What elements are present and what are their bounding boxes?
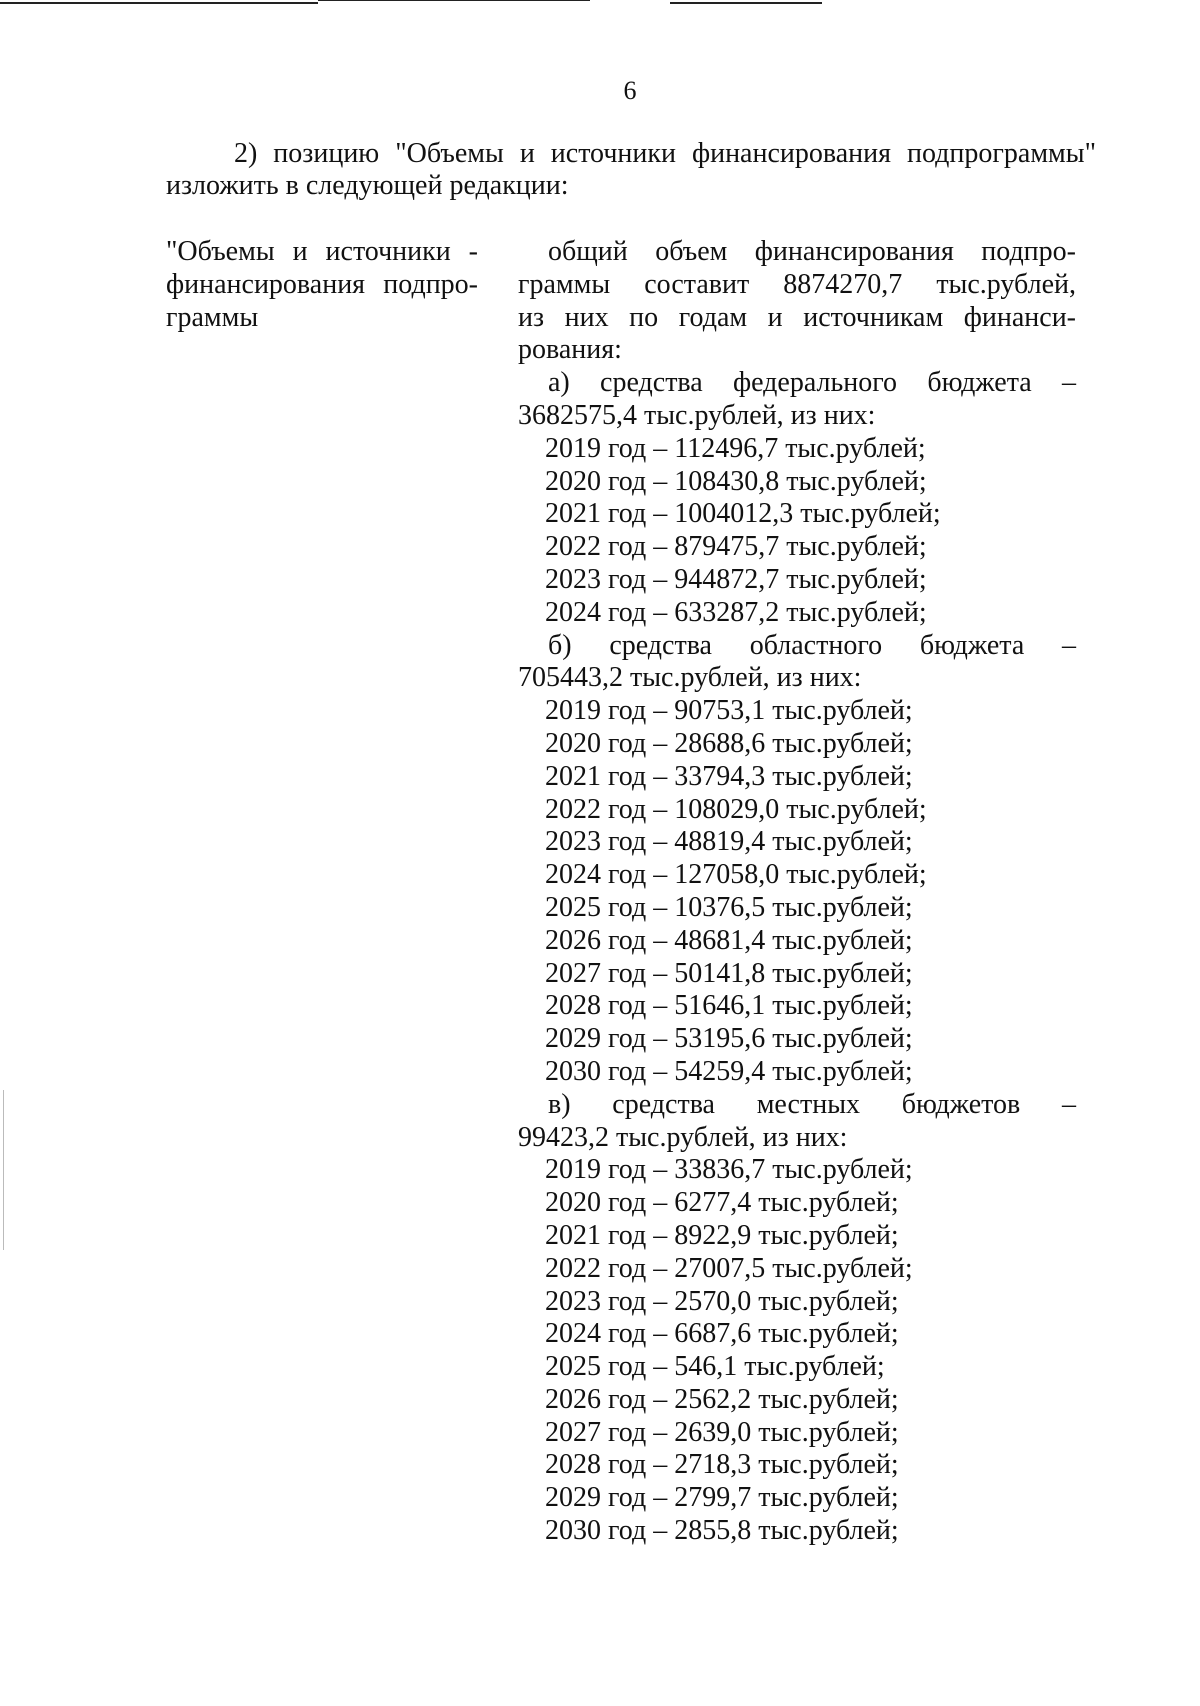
regional-year-line: 2019 год – 90753,1 тыс.рублей; <box>545 695 913 727</box>
regional-year-line: 2021 год – 33794,3 тыс.рублей; <box>545 760 913 792</box>
regional-year-line: 2023 год – 48819,4 тыс.рублей; <box>545 826 913 858</box>
federal-year-line: 2021 год – 1004012,3 тыс.рублей; <box>545 498 941 530</box>
intro-paragraph <box>166 138 1096 202</box>
total-line-3: из них по годам и источникам финанси- <box>518 301 1076 333</box>
position-label <box>166 236 478 334</box>
local-year-line: 2028 год – 2718,3 тыс.рублей; <box>545 1449 899 1481</box>
local-amount: 99423,2 тыс.рублей, из них: <box>518 1121 848 1153</box>
regional-heading: б) средства областного бюджета – <box>548 629 1076 661</box>
intro-line-1: 2) позицию "Объемы и источники финансирования подпрограммы" <box>234 138 1096 169</box>
regional-year-line: 2027 год – 50141,8 тыс.рублей; <box>545 957 913 989</box>
local-year-line: 2030 год – 2855,8 тыс.рублей; <box>545 1515 899 1547</box>
regional-year-line: 2025 год – 10376,5 тыс.рублей; <box>545 891 913 923</box>
page-number: 6 <box>623 76 637 105</box>
federal-heading: а) средства федерального бюджета – <box>548 367 1076 399</box>
regional-year-line: 2024 год – 127058,0 тыс.рублей; <box>545 859 927 891</box>
local-year-line: 2021 год – 8922,9 тыс.рублей; <box>545 1219 899 1251</box>
scan-edge-line-top-left <box>0 2 318 4</box>
scan-edge-line-top-middle <box>318 0 590 1</box>
local-year-line: 2027 год – 2639,0 тыс.рублей; <box>545 1416 899 1448</box>
local-year-line: 2020 год – 6277,4 тыс.рублей; <box>545 1187 899 1219</box>
scan-edge-line-top-right <box>670 2 822 4</box>
federal-year-line: 2023 год – 944872,7 тыс.рублей; <box>545 563 927 595</box>
total-line-1: общий объем финансирования подпро- <box>548 236 1076 267</box>
regional-year-line: 2022 год – 108029,0 тыс.рублей; <box>545 793 927 825</box>
position-label-line-2: финансирования подпро- <box>166 268 478 300</box>
financing-details <box>518 236 1076 1548</box>
local-year-line: 2023 год – 2570,0 тыс.рублей; <box>545 1285 899 1317</box>
local-year-line: 2024 год – 6687,6 тыс.рублей; <box>545 1318 899 1350</box>
scan-edge-line-left <box>3 1090 4 1250</box>
local-year-line: 2026 год – 2562,2 тыс.рублей; <box>545 1383 899 1415</box>
regional-year-line: 2028 год – 51646,1 тыс.рублей; <box>545 990 913 1022</box>
federal-year-line: 2019 год – 112496,7 тыс.рублей; <box>545 432 926 464</box>
local-year-line: 2029 год – 2799,7 тыс.рублей; <box>545 1482 899 1514</box>
position-label-line-1: "Объемы и источники - <box>166 236 478 267</box>
regional-year-line: 2020 год – 28688,6 тыс.рублей; <box>545 727 913 759</box>
federal-year-line: 2020 год – 108430,8 тыс.рублей; <box>545 465 927 497</box>
federal-year-line: 2024 год – 633287,2 тыс.рублей; <box>545 596 927 628</box>
regional-year-line: 2030 год – 54259,4 тыс.рублей; <box>545 1055 913 1087</box>
total-line-4: рования: <box>518 334 622 366</box>
federal-amount: 3682575,4 тыс.рублей, из них: <box>518 399 876 431</box>
intro-line-2: изложить в следующей редакции: <box>166 170 569 201</box>
regional-year-line: 2029 год – 53195,6 тыс.рублей; <box>545 1023 913 1055</box>
local-year-line: 2019 год – 33836,7 тыс.рублей; <box>545 1154 913 1186</box>
position-label-line-3: граммы <box>166 301 259 333</box>
total-line-2: граммы составит 8874270,7 тыс.рублей, <box>518 268 1076 300</box>
regional-amount: 705443,2 тыс.рублей, из них: <box>518 662 862 694</box>
local-year-line: 2022 год – 27007,5 тыс.рублей; <box>545 1252 913 1284</box>
local-heading: в) средства местных бюджетов – <box>548 1088 1076 1120</box>
local-year-line: 2025 год – 546,1 тыс.рублей; <box>545 1351 885 1383</box>
federal-year-line: 2022 год – 879475,7 тыс.рублей; <box>545 531 927 563</box>
regional-year-line: 2026 год – 48681,4 тыс.рублей; <box>545 924 913 956</box>
